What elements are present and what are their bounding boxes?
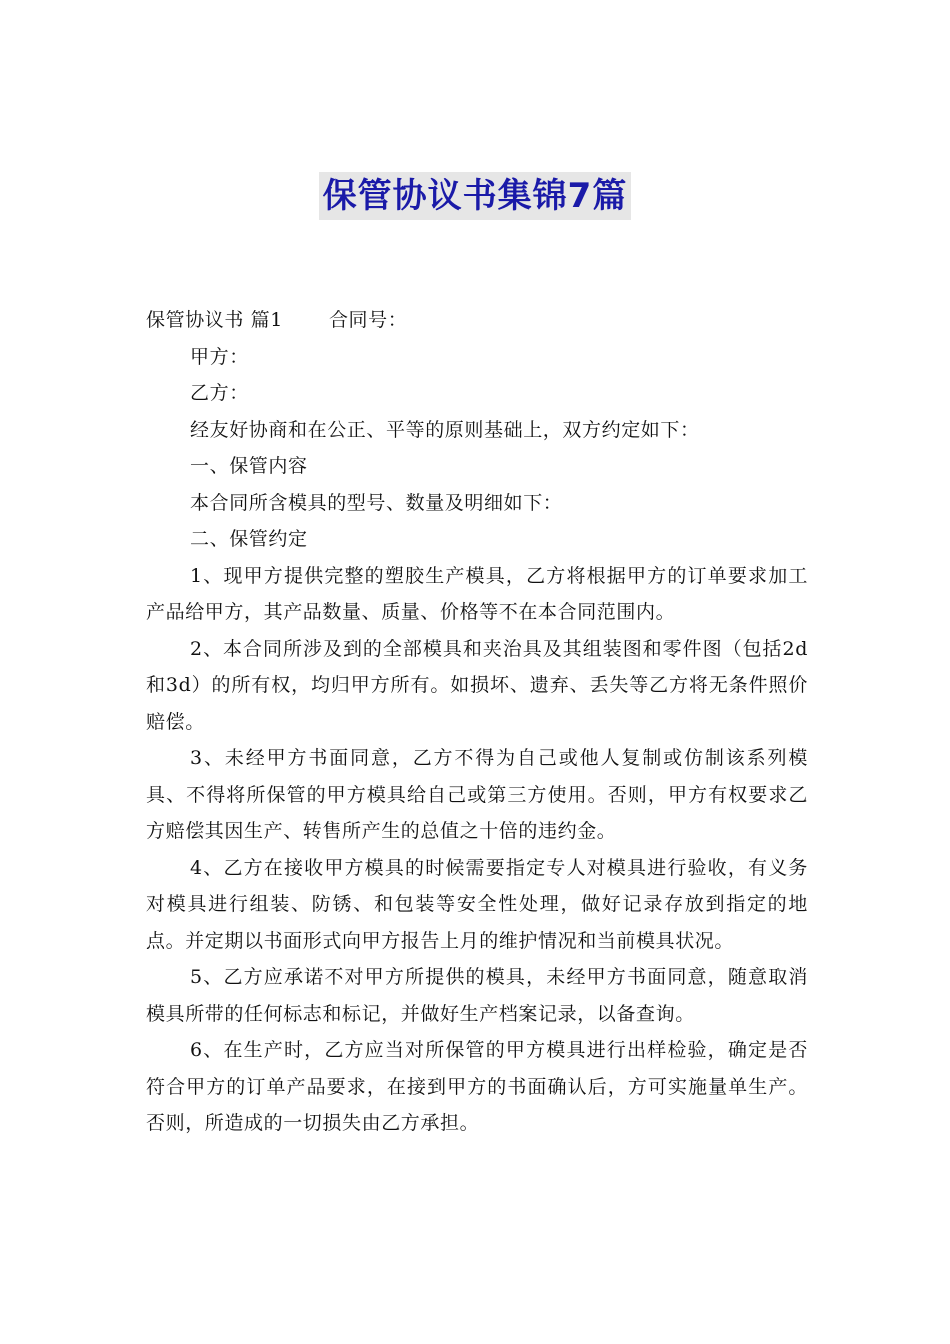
clause-2: 2、本合同所涉及到的全部模具和夹治具及其组装图和零件图（包括2d和3d）的所有权，均归甲方所有。如损坏、遗弃、丢失等乙方将无条件照价赔偿。 (146, 637, 808, 733)
section-heading-content: 一、保管内容 (190, 455, 308, 477)
content-paragraph: 本合同所含模具的型号、数量及明细如下： (190, 491, 563, 514)
title-container (0, 172, 950, 220)
contract-number-label: 合同号： (328, 309, 408, 331)
clause-6: 6、在生产时，乙方应当对所保管的甲方模具进行出样检验，确定是否符合甲方的订单产品要求，在接到甲方的书面确认后，方可实施量单生产。否则，所造成的一切损失由乙方承担。 (146, 1039, 808, 1134)
party-b-line: 乙方： (190, 382, 249, 404)
document-body (146, 302, 808, 1142)
document-title: 保管协议书集锦7篇 (319, 172, 632, 220)
section-heading-line (146, 302, 808, 339)
section-heading: 保管协议书 篇1 (146, 309, 283, 331)
preamble-paragraph: 经友好协商和在公正、平等的原则基础上，双方约定如下： (190, 418, 700, 441)
clause-5: 5、乙方应承诺不对甲方所提供的模具，未经甲方书面同意，随意取消模具所带的任何标志和标记，并做好生产档案记录，以备查询。 (146, 966, 808, 1025)
party-a-line: 甲方： (190, 345, 249, 368)
clause-1: 1、现甲方提供完整的塑胶生产模具，乙方将根据甲方的订单要求加工产品给甲方，其产品数量、质量、价格等不在本合同范围内。 (146, 564, 808, 623)
section-heading-terms: 二、保管约定 (190, 528, 308, 550)
clause-3: 3、未经甲方书面同意，乙方不得为自己或他人复制或仿制该系列模具、不得将所保管的甲方模具给自己或第三方使用。否则，甲方有权要求乙方赔偿其因生产、转售所产生的总值之十倍的违约金。 (146, 747, 808, 842)
clause-4: 4、乙方在接收甲方模具的时候需要指定专人对模具进行验收，有义务对模具进行组装、防锈、和包装等安全性处理，做好记录存放到指定的地点。并定期以书面形式向甲方报告上月的维护情况和当前模具状况。 (146, 856, 808, 952)
